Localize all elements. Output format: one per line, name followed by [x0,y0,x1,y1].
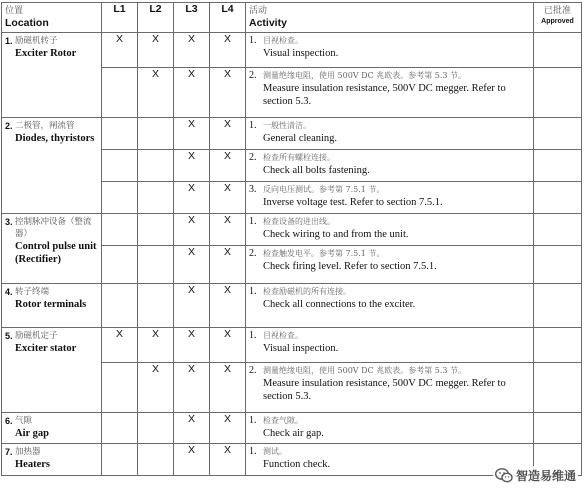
activity-cell [246,413,534,444]
level-mark-l4: X [210,150,246,182]
approved-cell [534,284,582,328]
location-name-zh: 二极管，闸流管 [15,121,75,131]
level-mark-l3: X [174,118,210,150]
location-number: 6. [5,416,13,426]
activity-text-zh: 目视检查。 [263,36,303,45]
activity-text-en: Check air gap. [263,428,324,439]
level-mark-l2 [138,214,174,246]
level-mark-l3: X [174,444,210,476]
location-header-en: Location [5,17,49,29]
activity-block [246,33,533,62]
activity-text-en: Check wiring to and from the unit. [263,229,409,240]
location-text [15,216,98,266]
level-mark-l1 [102,363,138,413]
activity-cell [246,150,534,182]
activity-text-en: General cleaning. [263,133,338,144]
location-name-zh: 加热器 [15,447,41,457]
level-header-l1: L1 [102,3,138,33]
level-header-l3: L3 [174,3,210,33]
activity-block [246,118,533,147]
approved-header [534,3,582,33]
activity-block [246,444,533,473]
activity-cell [246,363,534,413]
activity-block [246,182,533,211]
location-number: 7. [5,447,13,457]
activity-text [263,120,530,145]
activity-text [263,446,530,471]
location-number: 3. [5,217,13,227]
activity-text [263,330,530,355]
level-mark-l3: X [174,150,210,182]
level-mark-l3: X [174,413,210,444]
activity-text-zh: 目视检查。 [263,331,303,340]
table-header-row [2,3,582,33]
approved-cell [534,118,582,150]
activity-block [246,363,533,405]
activity-text-en: Visual inspection. [263,48,339,59]
activity-text [263,286,530,311]
activity-number: 2. [249,248,257,259]
level-mark-l2: X [138,68,174,118]
level-mark-l4: X [210,284,246,328]
location-text [15,35,98,60]
activity-number: 2. [249,365,257,376]
level-mark-l2: X [138,363,174,413]
level-mark-l3: X [174,68,210,118]
activity-number: 1. [249,330,257,341]
approved-cell [534,33,582,68]
level-header-l4: L4 [210,3,246,33]
location-block [2,413,101,440]
activity-text [263,248,530,273]
table-row [2,118,582,150]
location-number: 4. [5,287,13,297]
level-mark-l2 [138,182,174,214]
location-text [15,330,98,355]
location-header [2,3,102,33]
location-name-en: Rotor terminals [15,299,87,310]
level-mark-l3: X [174,214,210,246]
level-mark-l3: X [174,284,210,328]
level-mark-l1 [102,413,138,444]
level-mark-l4: X [210,118,246,150]
location-text [15,415,98,440]
activity-text-zh: 检查气隙。 [263,416,303,425]
location-name-zh: 气隙 [15,416,33,426]
level-mark-l1 [102,284,138,328]
level-mark-l4: X [210,182,246,214]
activity-text-en: Measure insulation resistance, 500V DC megger. Refer to section 5.3. [263,83,506,107]
level-mark-l2: X [138,328,174,363]
location-cell [2,33,102,118]
location-cell [2,214,102,284]
approved-cell [534,413,582,444]
activity-text-zh: 测量绝缘电阻，使用 500V DC 兆欧表。参考第 5.3 节。 [263,366,467,375]
location-cell [2,118,102,214]
level-mark-l3: X [174,182,210,214]
location-name-en: Air gap [15,428,49,439]
activity-number: 2. [249,70,257,81]
location-cell [2,284,102,328]
location-name-zh: 励磁机定子 [15,331,58,341]
table-row [2,328,582,363]
table-row [2,33,582,68]
location-block [2,118,101,145]
activity-cell [246,284,534,328]
location-number: 5. [5,331,13,341]
activity-cell [246,328,534,363]
activity-block [246,150,533,179]
activity-number: 3. [249,184,257,195]
approved-cell [534,363,582,413]
location-block [2,33,101,60]
activity-cell [246,214,534,246]
activity-block [246,214,533,243]
approved-cell [534,150,582,182]
activity-text-en: Inverse voltage test. Refer to section 7.5.1. [263,197,443,208]
location-header-zh: 位置 [5,6,24,16]
activity-cell [246,246,534,284]
level-mark-l1 [102,118,138,150]
activity-cell [246,33,534,68]
location-name-en: Control pulse unit (Rectifier) [15,241,97,265]
location-block [2,284,101,311]
location-name-zh: 控制脉冲设备（整流器） [15,217,92,239]
location-number: 2. [5,121,13,131]
level-header-l2: L2 [138,3,174,33]
activity-text-zh: 反向电压测试。参考第 7.5.1 节。 [263,185,385,194]
activity-header-en: Activity [249,17,287,29]
level-mark-l4: X [210,33,246,68]
activity-text [263,415,530,440]
activity-header [246,3,534,33]
level-mark-l1 [102,182,138,214]
level-mark-l4: X [210,246,246,284]
level-mark-l2 [138,246,174,284]
activity-text [263,35,530,60]
location-name-en: Heaters [15,459,50,470]
level-mark-l1 [102,68,138,118]
approved-cell [534,68,582,118]
level-mark-l4: X [210,413,246,444]
level-mark-l3: X [174,363,210,413]
activity-block [246,284,533,313]
location-number: 1. [5,36,13,46]
approved-cell [534,328,582,363]
level-mark-l2: X [138,33,174,68]
level-mark-l3: X [174,328,210,363]
activity-header-zh: 活动 [249,6,268,16]
level-mark-l2 [138,444,174,476]
location-text [15,446,98,471]
location-text [15,120,98,145]
level-mark-l3: X [174,246,210,284]
location-text [15,286,98,311]
activity-text [263,152,530,177]
activity-text-zh: 检查励磁机的所有连接。 [263,287,351,296]
activity-cell [246,68,534,118]
activity-text-zh: 测试。 [263,447,287,456]
activity-text-zh: 测量绝缘电阻，使用 500V DC 兆欧表。参考第 5.3 节。 [263,71,467,80]
activity-cell [246,118,534,150]
table-body [2,33,582,476]
activity-text [263,365,530,403]
level-mark-l2 [138,284,174,328]
activity-number: 1. [249,35,257,46]
level-mark-l1 [102,246,138,284]
level-mark-l1 [102,214,138,246]
location-cell [2,413,102,444]
level-mark-l2 [138,118,174,150]
activity-block [246,68,533,110]
wechat-icon [495,468,513,483]
location-name-zh: 转子终端 [15,287,50,297]
level-mark-l1: X [102,33,138,68]
table-row [2,214,582,246]
activity-number: 1. [249,286,257,297]
location-name-en: Diodes, thyristors [15,133,95,144]
location-block [2,214,101,266]
activity-text-en: Measure insulation resistance, 500V DC megger. Refer to section 5.3. [263,378,506,402]
activity-block [246,413,533,442]
activity-text-en: Check firing level. Refer to section 7.5.1. [263,261,437,272]
activity-number: 1. [249,415,257,426]
activity-number: 1. [249,216,257,227]
location-cell [2,444,102,476]
activity-block [246,328,533,357]
location-cell [2,328,102,413]
activity-text-zh: 检查所有螺栓连接。 [263,153,335,162]
activity-text [263,184,530,209]
location-block [2,444,101,471]
level-mark-l4: X [210,68,246,118]
location-name-en: Exciter Rotor [15,48,77,59]
activity-text-zh: 检查触发电平。参考第 7.5.1 节。 [263,249,385,258]
activity-text-en: Visual inspection. [263,343,339,354]
level-mark-l3: X [174,33,210,68]
activity-text-en: Check all bolts fastening. [263,165,370,176]
location-block [2,328,101,355]
activity-cell [246,182,534,214]
watermark-text: 智造易维通 [515,469,576,483]
approved-cell [534,214,582,246]
level-mark-l2 [138,150,174,182]
level-mark-l4: X [210,214,246,246]
activity-text [263,216,530,241]
activity-block [246,246,533,275]
level-mark-l1 [102,444,138,476]
activity-text-en: Function check. [263,459,331,470]
location-name-en: Exciter stator [15,343,77,354]
level-mark-l4: X [210,444,246,476]
level-mark-l1: X [102,328,138,363]
activity-number: 1. [249,120,257,131]
activity-text-en: Check all connections to the exciter. [263,299,416,310]
approved-header-en: Approved [541,18,574,25]
level-mark-l4: X [210,363,246,413]
activity-text [263,70,530,108]
maintenance-table [1,2,582,476]
watermark [493,466,578,485]
activity-number: 2. [249,152,257,163]
approved-cell [534,246,582,284]
level-mark-l2 [138,413,174,444]
approved-cell [534,182,582,214]
activity-number: 1. [249,446,257,457]
activity-cell [246,444,534,476]
level-mark-l1 [102,150,138,182]
activity-text-zh: 一般性清洁。 [263,121,311,130]
location-name-zh: 励磁机转子 [15,36,58,46]
activity-text-zh: 检查设备的进出线。 [263,217,335,226]
table-row [2,284,582,328]
table-row [2,413,582,444]
level-mark-l4: X [210,328,246,363]
approved-header-zh: 已批准 [543,6,571,16]
